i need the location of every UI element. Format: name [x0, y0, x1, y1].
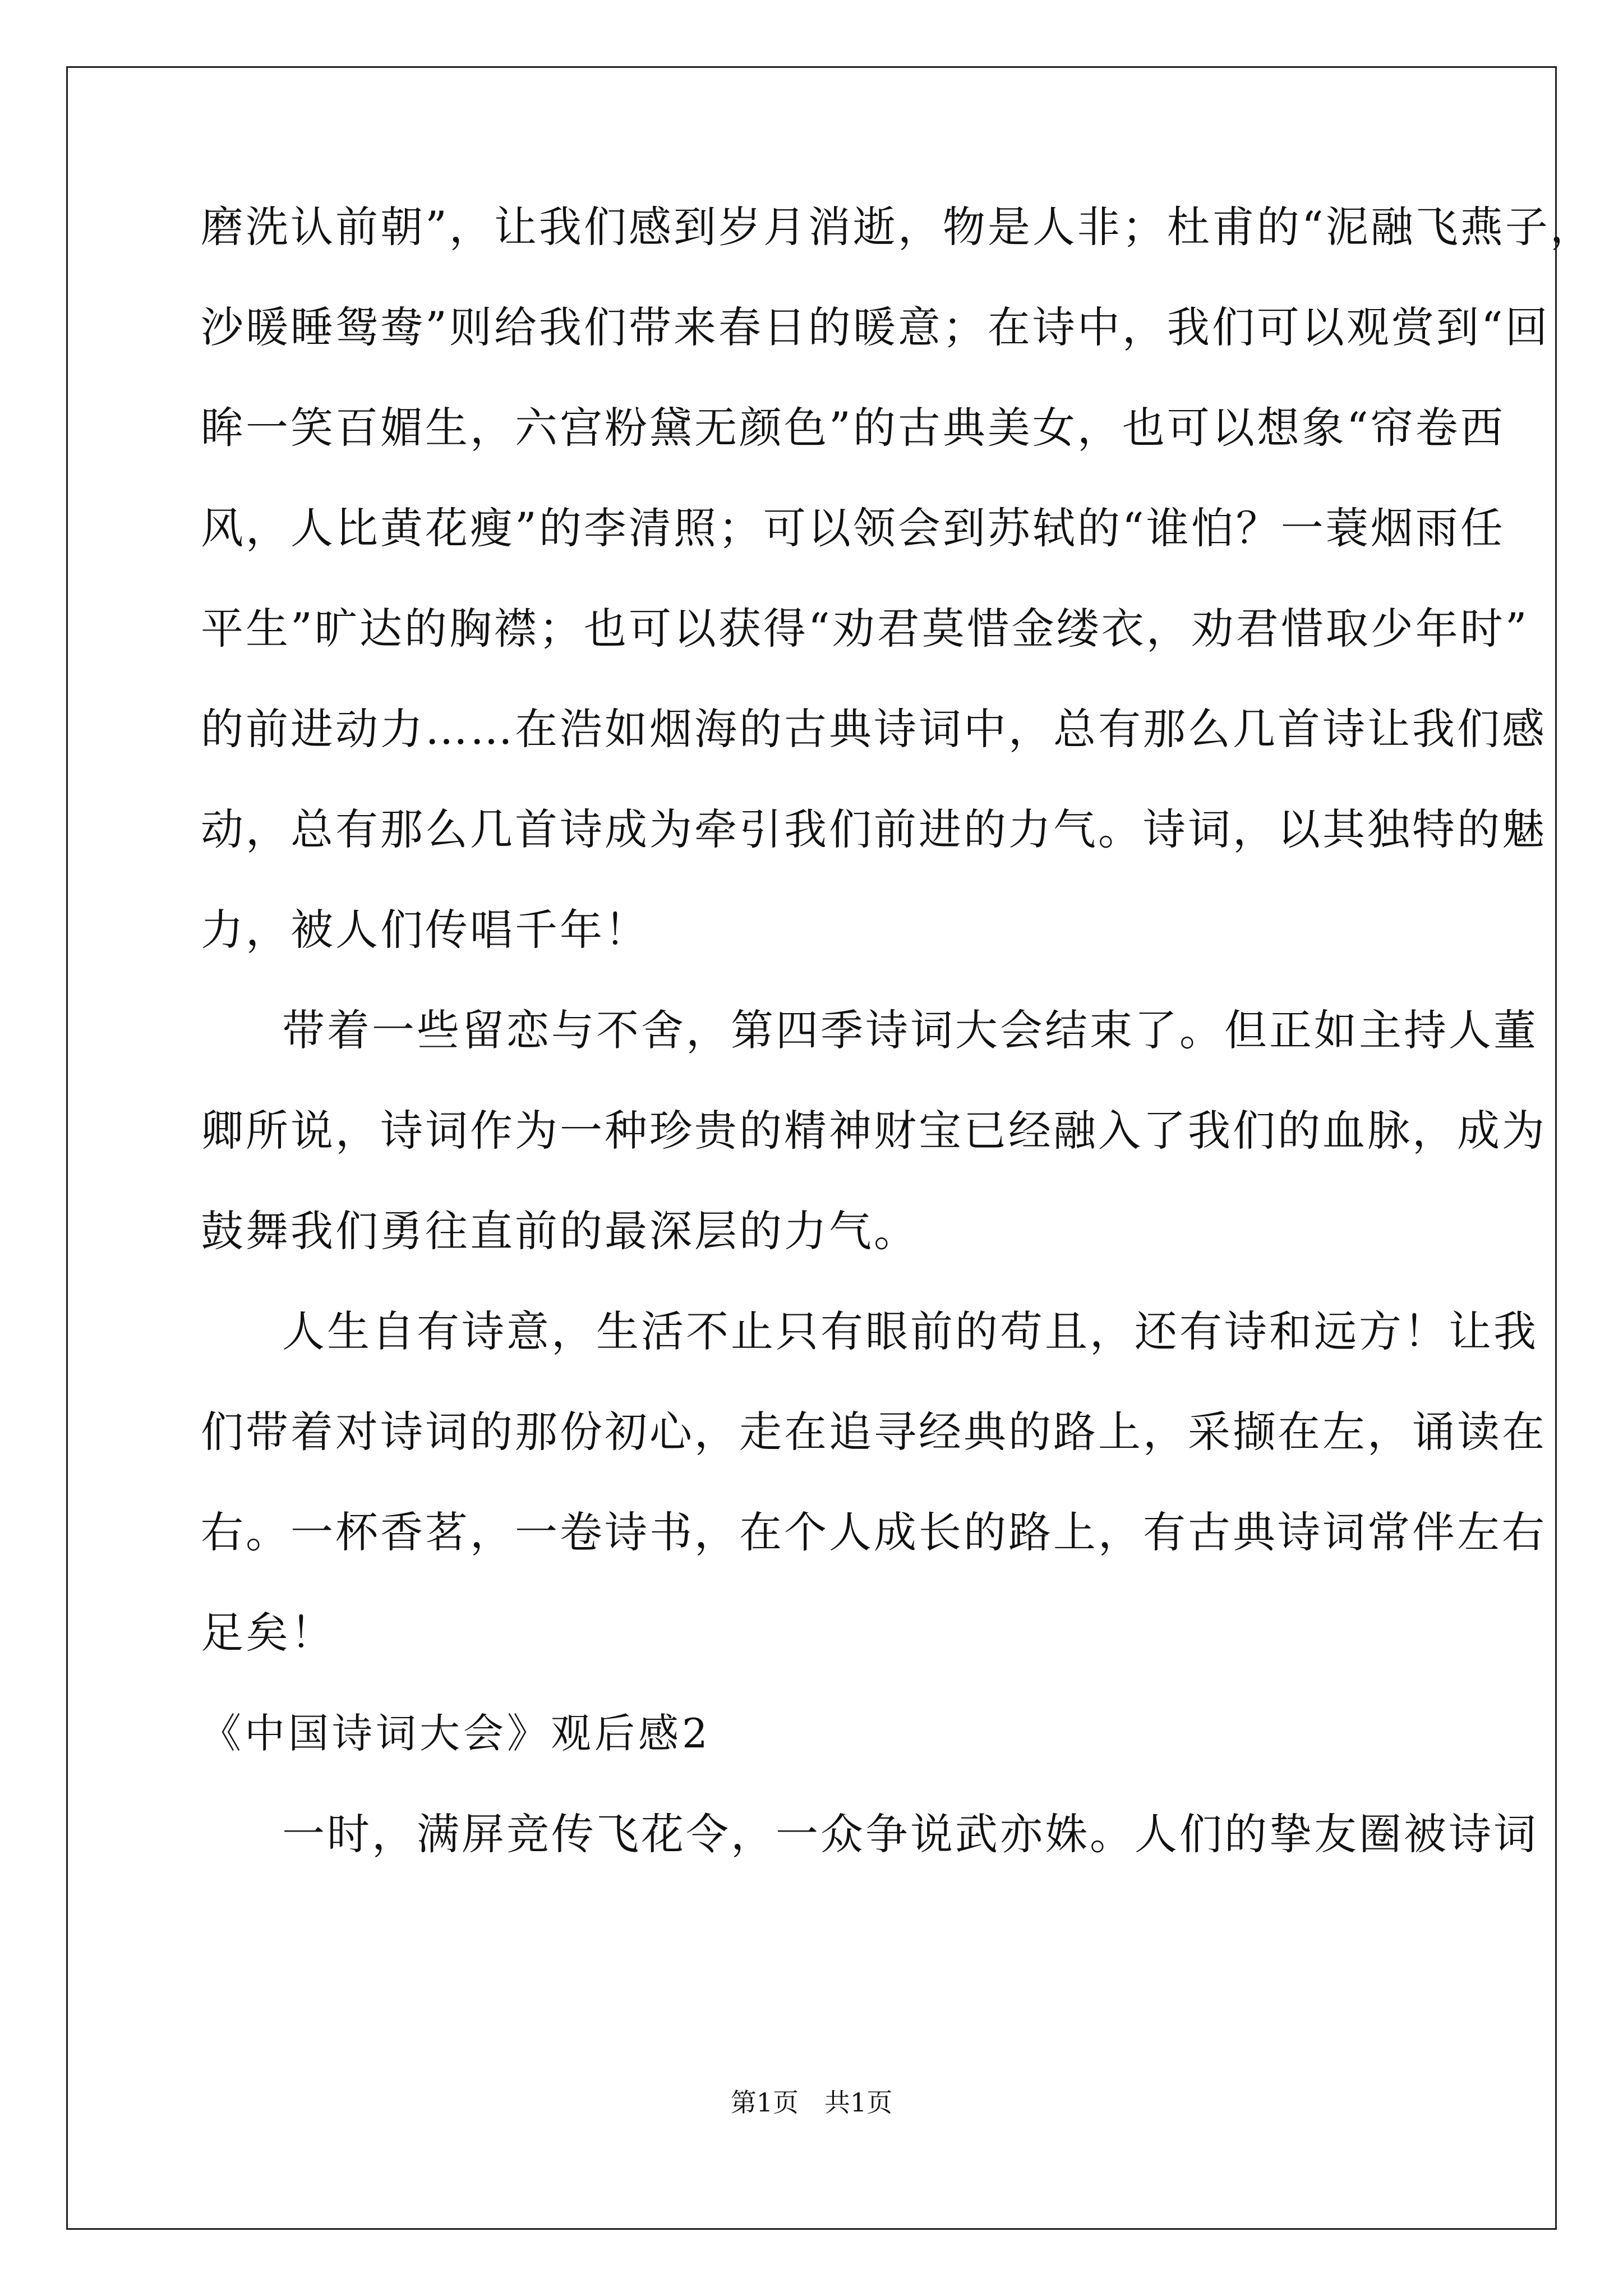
paragraph-line: 动，总有那么几首诗成为牵引我们前进的力气。诗词，以其独特的魅 — [201, 804, 1547, 854]
paragraph-line: 的前进动力……在浩如烟海的古典诗词中，总有那么几首诗让我们感 — [201, 704, 1547, 754]
paragraph-line: 带着一些留恋与不舍，第四季诗词大会结束了。但正如主持人董 — [282, 1005, 1538, 1055]
paragraph-line: 磨洗认前朝”，让我们感到岁月消逝，物是人非；杜甫的“泥融飞燕子， — [201, 202, 1595, 252]
paragraph-line: 平生”旷达的胸襟；也可以获得“劝君莫惜金缕衣，劝君惜取少年时” — [201, 604, 1529, 654]
page-footer: 第1页 共1页 — [730, 2087, 893, 2118]
paragraph-line: 沙暖睡鸳鸯”则给我们带来春日的暖意；在诗中，我们可以观赏到“回 — [201, 302, 1550, 352]
paragraph-line: 一时，满屏竞传飞花令，一众争说武亦姝。人们的挚友圈被诗词 — [282, 1809, 1538, 1859]
paragraph-line: 力，被人们传唱千年！ — [201, 905, 649, 955]
paragraph-line: 风，人比黄花瘦”的李清照；可以领会到苏轼的“谁怕？一蓑烟雨任 — [201, 503, 1505, 553]
paragraph-line: 足矣！ — [201, 1608, 335, 1658]
paragraph-line: 右。一杯香茗，一卷诗书，在个人成长的路上，有古典诗词常伴左右 — [201, 1507, 1547, 1557]
paragraph-line: 们带着对诗词的那份初心，走在追寻经典的路上，采撷在左，诵读在 — [201, 1407, 1547, 1457]
paragraph-line: 眸一笑百媚生，六宫粉黛无颜色”的古典美女，也可以想象“帘卷西 — [201, 403, 1505, 453]
paragraph-line: 人生自有诗意，生活不止只有眼前的苟且，还有诗和远方！让我 — [282, 1306, 1538, 1356]
paragraph-line: 鼓舞我们勇往直前的最深层的力气。 — [201, 1206, 919, 1256]
paragraph-line: 卿所说，诗词作为一种珍贵的精神财宝已经融入了我们的血脉，成为 — [201, 1106, 1547, 1156]
section-heading: 《中国诗词大会》观后感2 — [201, 1710, 711, 1757]
